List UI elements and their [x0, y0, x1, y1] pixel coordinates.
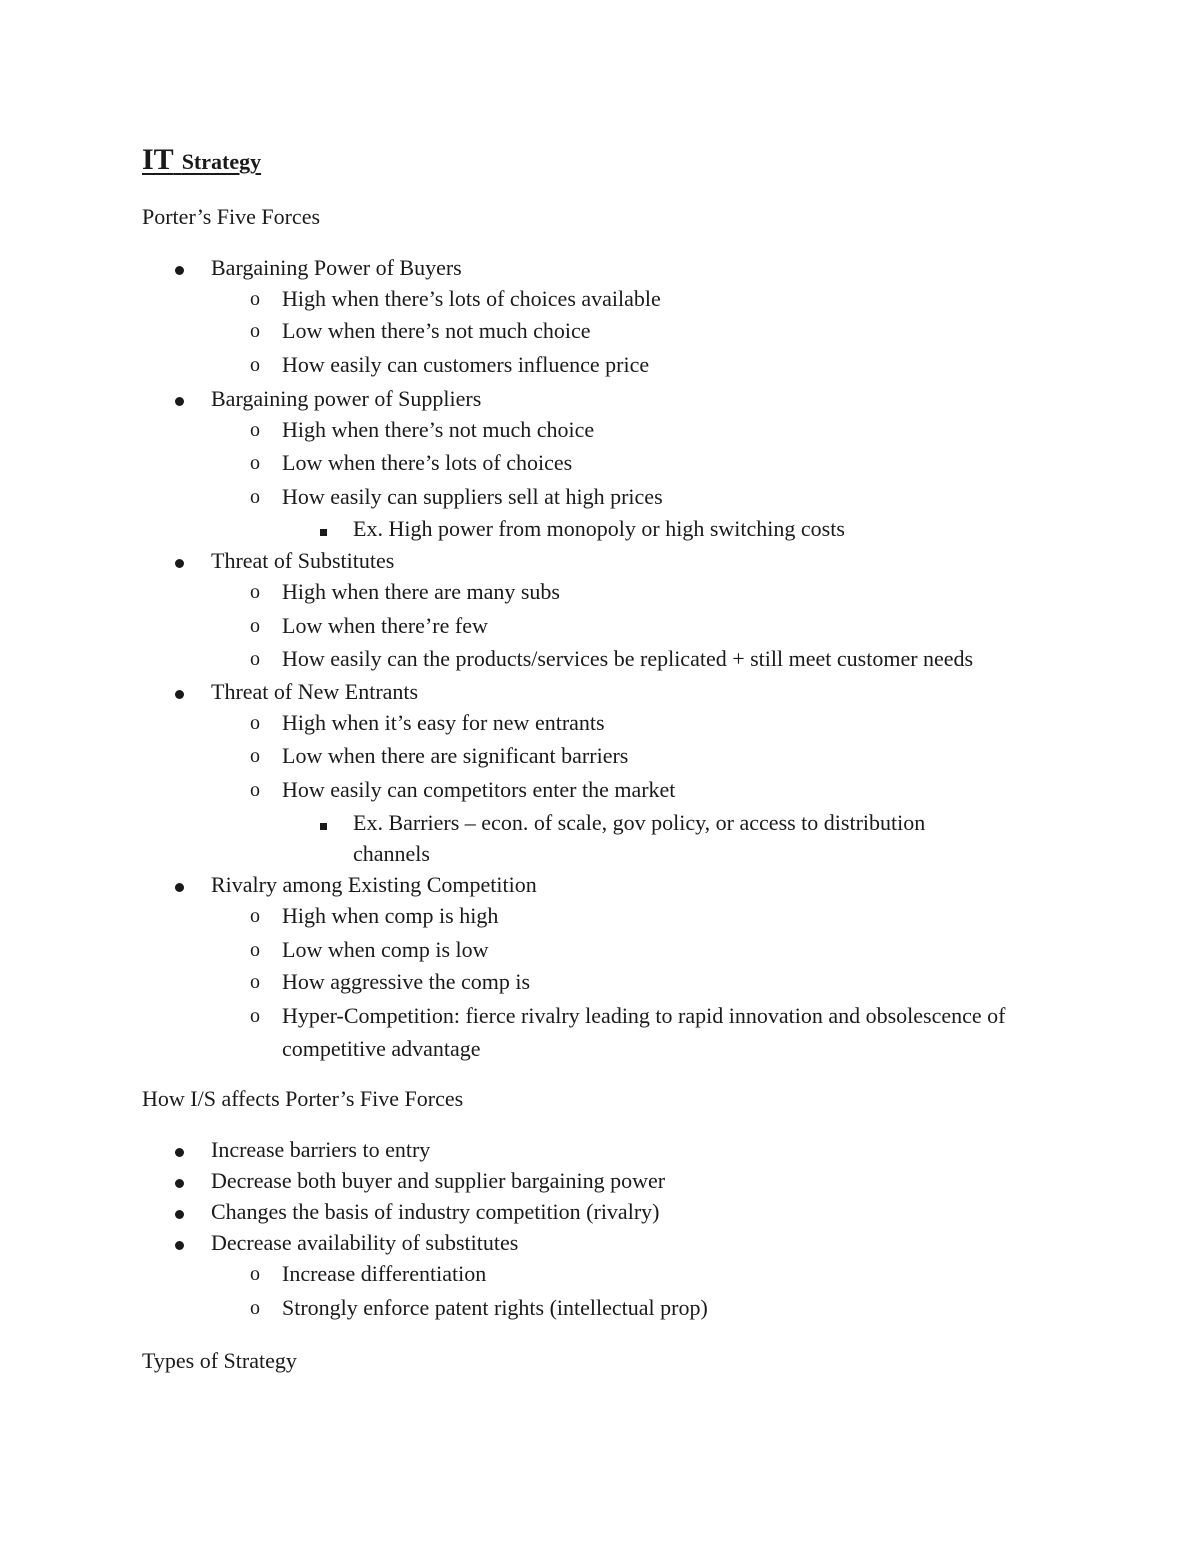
list-item-label: Rivalry among Existing Competition: [211, 872, 537, 897]
sub-list-item-text: High when it’s easy for new entrants: [282, 710, 605, 735]
bullet-circle-icon: o: [250, 712, 260, 734]
sub-list-item-text: Low when there’re few: [282, 613, 488, 638]
bullet-disc-icon: [172, 1229, 184, 1257]
list-item-label: Threat of New Entrants: [211, 679, 419, 704]
sub-list-item-text: Low when comp is low: [282, 937, 489, 962]
list-item-label: Changes the basis of industry competition (rivalry): [211, 1199, 660, 1224]
list-item-label: Increase barriers to entry: [211, 1137, 431, 1162]
bullet-circle-icon: o: [250, 905, 260, 927]
sub-list-item-text: competitive advantage: [282, 1036, 481, 1061]
bullet-disc-icon: [172, 1167, 184, 1195]
bullet-circle-icon: o: [250, 288, 260, 310]
bullet-circle-icon: o: [250, 320, 260, 342]
list-item-label: Threat of Substitutes: [211, 548, 395, 573]
bullet-circle-icon: o: [250, 745, 260, 767]
bullet-circle-icon: o: [250, 581, 260, 603]
list-item-label: Bargaining power of Suppliers: [211, 386, 482, 411]
sub-list-item-text: High when there’s not much choice: [282, 417, 595, 442]
bullet-circle-icon: o: [250, 1297, 260, 1319]
bullet-disc-icon: [172, 1198, 184, 1226]
bullet-circle-icon: o: [250, 486, 260, 508]
bullet-disc-icon: [172, 678, 184, 706]
bullet-circle-icon: o: [250, 1005, 260, 1027]
sub-list-item-text: Low when there’s lots of choices: [282, 450, 573, 475]
bullet-circle-icon: o: [250, 648, 260, 670]
sub-list-item-text: How aggressive the comp is: [282, 969, 531, 994]
bullet-square-icon: [316, 809, 327, 837]
sub-list-item-text: High when comp is high: [282, 903, 499, 928]
bullet-circle-icon: o: [250, 354, 260, 376]
sub-list-item-text: Low when there are significant barriers: [282, 743, 629, 768]
bullet-circle-icon: o: [250, 452, 260, 474]
page-title: [142, 142, 261, 175]
list-item-label: Decrease availability of substitutes: [211, 1230, 519, 1255]
sub-list-item-text: Strongly enforce patent rights (intellectual prop): [282, 1295, 708, 1320]
section-heading-text: Types of Strategy: [142, 1348, 297, 1373]
page-title-part2: Strategy: [181, 149, 262, 174]
sub-list-item-text: High when there are many subs: [282, 579, 560, 604]
sub-list-item-text: Hyper-Competition: fierce rivalry leading to rapid innovation and obsolescence of: [282, 1003, 1006, 1028]
sub-list-item-text: How easily can competitors enter the market: [282, 777, 676, 802]
list-item-label: Bargaining Power of Buyers: [211, 255, 462, 280]
bullet-square-icon: [316, 515, 327, 543]
sub-list-item-text: Low when there’s not much choice: [282, 318, 591, 343]
bullet-disc-icon: [172, 385, 184, 413]
bullet-circle-icon: o: [250, 615, 260, 637]
bullet-disc-icon: [172, 871, 184, 899]
sub-sub-list-item-text: Ex. Barriers – econ. of scale, gov policy, or access to distribution: [353, 810, 926, 835]
section-heading-text: How I/S affects Porter’s Five Forces: [142, 1086, 464, 1111]
sub-list-item-text: How easily can the products/services be replicated + still meet customer needs: [282, 646, 974, 671]
bullet-circle-icon: o: [250, 419, 260, 441]
bullet-circle-icon: o: [250, 1263, 260, 1285]
sub-sub-list-item-text: channels: [353, 841, 430, 866]
section-heading-text: Porter’s Five Forces: [142, 204, 321, 229]
sub-list-item-text: High when there’s lots of choices available: [282, 286, 661, 311]
bullet-disc-icon: [172, 254, 184, 282]
bullet-circle-icon: o: [250, 779, 260, 801]
sub-sub-list-item-text: Ex. High power from monopoly or high switching costs: [353, 516, 845, 541]
bullet-circle-icon: o: [250, 971, 260, 993]
bullet-disc-icon: [172, 547, 184, 575]
sub-list-item-text: Increase differentiation: [282, 1261, 487, 1286]
bullet-circle-icon: o: [250, 939, 260, 961]
page-title-part1: IT: [142, 143, 174, 176]
list-item-label: Decrease both buyer and supplier bargaining power: [211, 1168, 666, 1193]
sub-list-item-text: How easily can suppliers sell at high prices: [282, 484, 663, 509]
bullet-disc-icon: [172, 1136, 184, 1164]
sub-list-item-text: How easily can customers influence price: [282, 352, 650, 377]
